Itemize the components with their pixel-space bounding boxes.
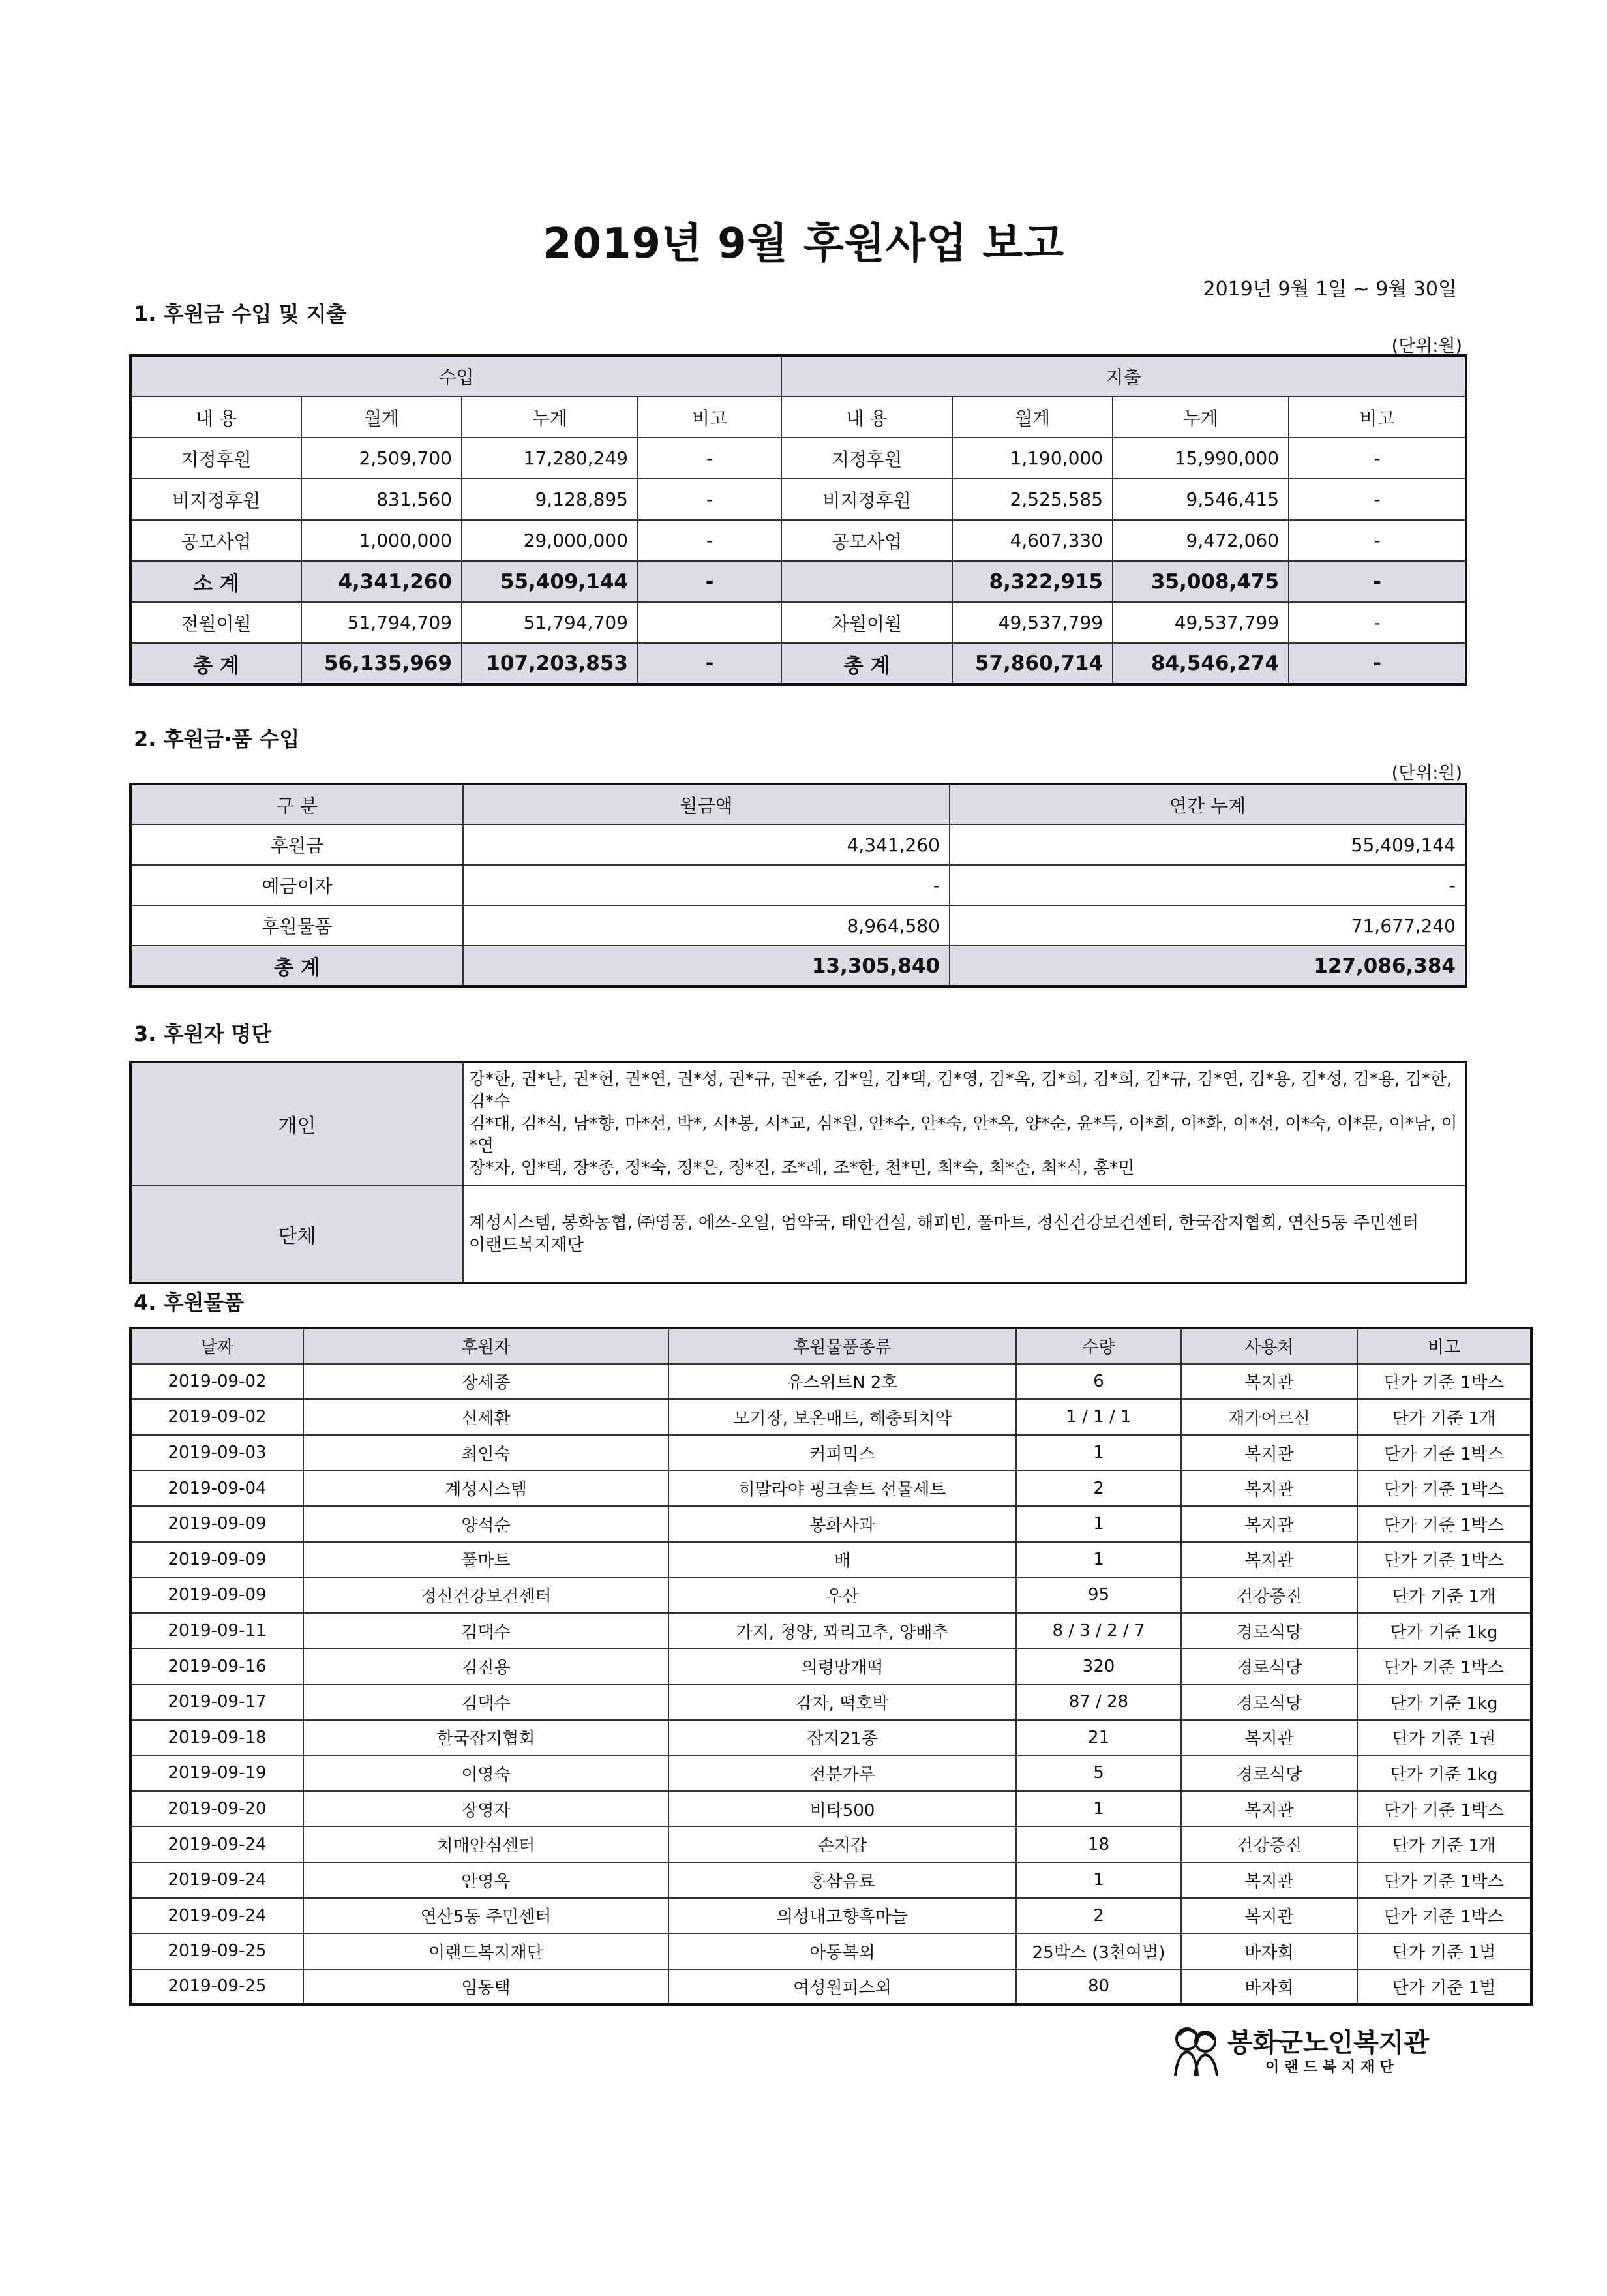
table-cell: 84,546,274 (1113, 643, 1289, 684)
table-row (130, 1364, 1531, 1400)
table-row (130, 1062, 1466, 1185)
table-cell: 87 / 28 (1016, 1684, 1181, 1720)
column-header: 비고 (1289, 397, 1466, 438)
table-cell: 전월이월 (130, 602, 301, 643)
table-cell: - (638, 479, 781, 520)
column-header: 비고 (638, 397, 781, 438)
table-cell: 경로식당 (1181, 1613, 1357, 1649)
table-cell: 차월이월 (781, 602, 952, 643)
table-row (130, 1542, 1531, 1578)
table-cell: 2019-09-25 (130, 1933, 303, 1969)
table-cell: - (1289, 561, 1466, 602)
table-cell: 공모사업 (130, 520, 301, 561)
table-cell: 양석순 (303, 1506, 668, 1542)
table-cell: 단가 기준 1박스 (1357, 1506, 1531, 1542)
unit-note-1: (단위:원) (1391, 336, 1462, 356)
table-cell: 치매안심센터 (303, 1826, 668, 1862)
table-cell: 배 (668, 1542, 1016, 1578)
table-cell: 복지관 (1181, 1470, 1357, 1506)
table-cell: 2,509,700 (301, 438, 462, 479)
table-cell: 단가 기준 1박스 (1357, 1898, 1531, 1934)
table-cell: 1,000,000 (301, 520, 462, 561)
column-header: 월계 (301, 397, 462, 438)
table-cell: 95 (1016, 1577, 1181, 1613)
table-cell: 57,860,714 (952, 643, 1113, 684)
table-row (130, 1969, 1531, 2005)
table-cell: 4,341,260 (463, 824, 950, 865)
column-header: 월금액 (463, 784, 950, 824)
table-cell: 51,794,709 (301, 602, 462, 643)
table-cell: - (1289, 479, 1466, 520)
unit-note-2: (단위:원) (1391, 763, 1462, 783)
subtotal-row (130, 561, 1466, 602)
logo-name: 봉화군노인복지관 (1227, 2028, 1430, 2058)
section-3-heading: 3. 후원자 명단 (134, 1021, 272, 1046)
table-cell: 여성원피스외 (668, 1969, 1016, 2005)
table-cell: 8 / 3 / 2 / 7 (1016, 1613, 1181, 1649)
table-cell: 2019-09-19 (130, 1755, 303, 1791)
table-cell: 15,990,000 (1113, 438, 1289, 479)
table-cell: 신세환 (303, 1399, 668, 1435)
table-cell (781, 561, 952, 602)
table-cell: 1 / 1 / 1 (1016, 1399, 1181, 1435)
column-header: 내 용 (781, 397, 952, 438)
table-row (130, 905, 1466, 946)
column-header: 후원자 (303, 1328, 668, 1364)
table-cell: 2019-09-18 (130, 1720, 303, 1756)
total-row (130, 946, 1466, 986)
table-cell: 복지관 (1181, 1542, 1357, 1578)
table-cell: 비타500 (668, 1791, 1016, 1827)
table-cell: 우산 (668, 1577, 1016, 1613)
table-cell: - (638, 520, 781, 561)
table-cell: 지정후원 (130, 438, 301, 479)
table-cell: - (638, 561, 781, 602)
section-1-heading: 1. 후원금 수입 및 지출 (134, 301, 347, 326)
table-cell: 2,525,585 (952, 479, 1113, 520)
table-cell: 단가 기준 1박스 (1357, 1862, 1531, 1898)
table-cell: 8,322,915 (952, 561, 1113, 602)
table-cell: 9,128,895 (462, 479, 638, 520)
table-cell: 1 (1016, 1542, 1181, 1578)
donated-goods-table (129, 1327, 1533, 2006)
table-cell: 계성시스템 (303, 1470, 668, 1506)
column-header: 누계 (1113, 397, 1289, 438)
donor-line: 장*자, 임*택, 장*종, 정*숙, 정*은, 정*진, 조*례, 조*한, 천*민, 최*숙, 최*순, 최*식, 홍*민 (469, 1158, 1135, 1178)
table-cell: 의령망개떡 (668, 1648, 1016, 1684)
table-cell: - (1289, 643, 1466, 684)
table-cell: 49,537,799 (1113, 602, 1289, 643)
column-header: 날짜 (130, 1328, 303, 1364)
table-cell: 소 계 (130, 561, 301, 602)
table-cell: 6 (1016, 1364, 1181, 1400)
table-cell: 단가 기준 1벌 (1357, 1933, 1531, 1969)
table-cell: 단가 기준 1박스 (1357, 1435, 1531, 1471)
table-cell: 55,409,144 (462, 561, 638, 602)
table-cell: 커피믹스 (668, 1435, 1016, 1471)
table-cell: 831,560 (301, 479, 462, 520)
donation-income-table (129, 783, 1467, 988)
table-cell: 유스위트N 2호 (668, 1364, 1016, 1400)
table-cell: 복지관 (1181, 1435, 1357, 1471)
table-cell: 총 계 (781, 643, 952, 684)
expense-header: 지출 (781, 355, 1466, 397)
table-cell: 35,008,475 (1113, 561, 1289, 602)
table-cell: 감자, 떡호박 (668, 1684, 1016, 1720)
table-cell: 후원물품 (130, 905, 463, 946)
table-row (130, 1470, 1531, 1506)
table-cell: 가지, 청양, 꽈리고추, 양배추 (668, 1613, 1016, 1649)
table-cell: 지정후원 (781, 438, 952, 479)
table-row (130, 1791, 1531, 1827)
table-cell: 56,135,969 (301, 643, 462, 684)
table-cell: 예금이자 (130, 865, 463, 905)
table-cell: 최인숙 (303, 1435, 668, 1471)
table-row (130, 1898, 1531, 1934)
column-header: 월계 (952, 397, 1113, 438)
table-cell: 2019-09-09 (130, 1542, 303, 1578)
elderly-couple-emblem-icon (1167, 2022, 1225, 2079)
table-cell: 홍삼음료 (668, 1862, 1016, 1898)
table-cell: 13,305,840 (463, 946, 950, 986)
table-cell: 바자회 (1181, 1969, 1357, 2005)
table-row (130, 1933, 1531, 1969)
table-cell: 2019-09-25 (130, 1969, 303, 2005)
table-cell: - (1289, 438, 1466, 479)
column-header: 연간 누계 (950, 784, 1466, 824)
table-cell: 후원금 (130, 824, 463, 865)
column-header: 누계 (462, 397, 638, 438)
table-row (130, 1826, 1531, 1862)
table-row (130, 1648, 1531, 1684)
table-cell: 2019-09-02 (130, 1364, 303, 1400)
table-cell: - (638, 643, 781, 684)
table-cell: 건강증진 (1181, 1826, 1357, 1862)
page-title: 2019년 9월 후원사업 보고 (542, 220, 1065, 268)
table-row (130, 1399, 1531, 1435)
income-header: 수입 (130, 355, 781, 397)
table-cell: 단가 기준 1개 (1357, 1826, 1531, 1862)
table-cell: 복지관 (1181, 1898, 1357, 1934)
individual-label: 개인 (130, 1062, 463, 1185)
table-cell: 건강증진 (1181, 1577, 1357, 1613)
table-cell: 복지관 (1181, 1862, 1357, 1898)
table-cell: 4,607,330 (952, 520, 1113, 561)
table-cell: 29,000,000 (462, 520, 638, 561)
table-cell: 17,280,249 (462, 438, 638, 479)
table-cell: 단가 기준 1개 (1357, 1399, 1531, 1435)
table-row (130, 1435, 1531, 1471)
table-cell: 2019-09-11 (130, 1613, 303, 1649)
table-row (130, 1755, 1531, 1791)
table-cell: 의성내고향흑마늘 (668, 1898, 1016, 1934)
table-row (130, 865, 1466, 905)
table-cell: 단가 기준 1박스 (1357, 1791, 1531, 1827)
table-cell: - (950, 865, 1466, 905)
table-row (130, 1684, 1531, 1720)
table-cell: 21 (1016, 1720, 1181, 1756)
table-cell: 4,341,260 (301, 561, 462, 602)
table-cell: 안영옥 (303, 1862, 668, 1898)
donor-line: 계성시스템, 봉화농협, ㈜영풍, 에쓰-오일, 엄약국, 태안건설, 해피빈, 풀마트, 정신건강보건센터, 한국잡지협회, 연산5동 주민센터 (469, 1213, 1419, 1233)
table-cell: - (463, 865, 950, 905)
table-cell: - (638, 438, 781, 479)
table-cell: 51,794,709 (462, 602, 638, 643)
table-cell: 107,203,853 (462, 643, 638, 684)
table-cell: 단가 기준 1kg (1357, 1755, 1531, 1791)
table-cell: 2019-09-03 (130, 1435, 303, 1471)
table-cell: 1 (1016, 1791, 1181, 1827)
table-cell: 복지관 (1181, 1506, 1357, 1542)
table-cell: 복지관 (1181, 1720, 1357, 1756)
table-row (130, 1613, 1531, 1649)
table-cell: 2019-09-24 (130, 1862, 303, 1898)
table-cell: 봉화사과 (668, 1506, 1016, 1542)
table-cell: 손지갑 (668, 1826, 1016, 1862)
table-cell: 아동복외 (668, 1933, 1016, 1969)
table-row (130, 479, 1466, 520)
table-cell: 한국잡지협회 (303, 1720, 668, 1756)
table-cell: 장영자 (303, 1791, 668, 1827)
table-cell: 단가 기준 1박스 (1357, 1542, 1531, 1578)
table-cell: 1,190,000 (952, 438, 1113, 479)
table-cell: 총 계 (130, 643, 301, 684)
table-cell: 2019-09-02 (130, 1399, 303, 1435)
table-cell: 장세종 (303, 1364, 668, 1400)
table-row (130, 520, 1466, 561)
report-period: 2019년 9월 1일 ~ 9월 30일 (1203, 278, 1457, 301)
table-cell: 2 (1016, 1898, 1181, 1934)
table-cell: 재가어르신 (1181, 1399, 1357, 1435)
table-cell: 이랜드복지재단 (303, 1933, 668, 1969)
table-cell: 김진용 (303, 1648, 668, 1684)
table-cell: 2019-09-16 (130, 1648, 303, 1684)
table-cell: 320 (1016, 1648, 1181, 1684)
table-cell: 2019-09-24 (130, 1826, 303, 1862)
column-header: 사용처 (1181, 1328, 1357, 1364)
table-cell: - (1289, 602, 1466, 643)
table-cell: 25박스 (3천여벌) (1016, 1933, 1181, 1969)
table-cell: 단가 기준 1박스 (1357, 1470, 1531, 1506)
table-cell: 9,472,060 (1113, 520, 1289, 561)
logo-subtitle: 이랜드복지재단 (1265, 2059, 1399, 2076)
table-row (130, 1862, 1531, 1898)
income-expense-table (129, 354, 1467, 686)
table-row (130, 1720, 1531, 1756)
table-cell: 5 (1016, 1755, 1181, 1791)
total-row (130, 643, 1466, 684)
table-cell: 단가 기준 1박스 (1357, 1364, 1531, 1400)
table-cell: 2019-09-09 (130, 1577, 303, 1613)
table-cell: 2019-09-24 (130, 1898, 303, 1934)
table-row (130, 602, 1466, 643)
donor-list-table (129, 1061, 1467, 1284)
table-cell: 1 (1016, 1506, 1181, 1542)
table-cell: 단가 기준 1벌 (1357, 1969, 1531, 2005)
group-label: 단체 (130, 1185, 463, 1283)
table-row (130, 1577, 1531, 1613)
column-header: 내 용 (130, 397, 301, 438)
table-cell: 경로식당 (1181, 1648, 1357, 1684)
table-cell: - (1289, 520, 1466, 561)
column-header: 비고 (1357, 1328, 1531, 1364)
table-row (130, 438, 1466, 479)
table-cell: 바자회 (1181, 1933, 1357, 1969)
table-cell: 비지정후원 (130, 479, 301, 520)
table-cell: 2 (1016, 1470, 1181, 1506)
table-cell: 1 (1016, 1862, 1181, 1898)
donor-line: 강*한, 권*난, 권*헌, 권*연, 권*성, 권*규, 권*준, 김*일, 김*택, 김*영, 김*옥, 김*희, 김*희, 김*규, 김*연, 김*용, 김*성, 김*용, 김*한, 김*수 (469, 1070, 1452, 1111)
table-cell: 비지정후원 (781, 479, 952, 520)
table-cell: 2019-09-09 (130, 1506, 303, 1542)
table-cell: 히말라야 핑크솔트 선물세트 (668, 1470, 1016, 1506)
table-cell: 55,409,144 (950, 824, 1466, 865)
table-cell: 127,086,384 (950, 946, 1466, 986)
organization-logo (1167, 2022, 1461, 2081)
table-cell: 공모사업 (781, 520, 952, 561)
table-cell: 단가 기준 1권 (1357, 1720, 1531, 1756)
column-header: 수량 (1016, 1328, 1181, 1364)
table-cell: 8,964,580 (463, 905, 950, 946)
column-header: 구 분 (130, 784, 463, 824)
table-cell: 전분가루 (668, 1755, 1016, 1791)
table-cell: 18 (1016, 1826, 1181, 1862)
table-cell: 총 계 (130, 946, 463, 986)
table-row (130, 824, 1466, 865)
table-cell (638, 602, 781, 643)
table-cell: 임동택 (303, 1969, 668, 2005)
table-cell: 단가 기준 1개 (1357, 1577, 1531, 1613)
table-cell: 1 (1016, 1435, 1181, 1471)
table-cell: 단가 기준 1kg (1357, 1684, 1531, 1720)
table-row (130, 1506, 1531, 1542)
table-cell: 경로식당 (1181, 1755, 1357, 1791)
individual-donors (463, 1062, 1466, 1185)
section-4-heading: 4. 후원물품 (134, 1290, 245, 1315)
table-cell: 잡지21종 (668, 1720, 1016, 1756)
table-cell: 정신건강보건센터 (303, 1577, 668, 1613)
donor-line: 김*대, 김*식, 남*향, 마*선, 박*, 서*봉, 서*교, 심*원, 안*수, 안*숙, 안*옥, 양*순, 윤*득, 이*희, 이*화, 이*선, 이*숙, 이*문, 이*남, 이*연 (469, 1114, 1458, 1156)
table-cell: 2019-09-20 (130, 1791, 303, 1827)
section-2-heading: 2. 후원금·품 수입 (134, 727, 300, 751)
table-cell: 9,546,415 (1113, 479, 1289, 520)
table-cell: 경로식당 (1181, 1684, 1357, 1720)
column-header: 후원물품종류 (668, 1328, 1016, 1364)
table-cell: 김택수 (303, 1613, 668, 1649)
table-cell: 49,537,799 (952, 602, 1113, 643)
table-row (130, 1185, 1466, 1283)
table-cell: 연산5동 주민센터 (303, 1898, 668, 1934)
table-cell: 단가 기준 1kg (1357, 1613, 1531, 1649)
table-cell: 복지관 (1181, 1791, 1357, 1827)
group-donors (463, 1185, 1466, 1283)
table-cell: 복지관 (1181, 1364, 1357, 1400)
table-cell: 2019-09-17 (130, 1684, 303, 1720)
table-cell: 풀마트 (303, 1542, 668, 1578)
table-cell: 71,677,240 (950, 905, 1466, 946)
table-cell: 이영숙 (303, 1755, 668, 1791)
table-cell: 80 (1016, 1969, 1181, 2005)
donor-line: 이랜드복지재단 (469, 1235, 584, 1255)
table-cell: 모기장, 보온매트, 해충퇴치약 (668, 1399, 1016, 1435)
table-cell: 2019-09-04 (130, 1470, 303, 1506)
table-cell: 김택수 (303, 1684, 668, 1720)
table-cell: 단가 기준 1박스 (1357, 1648, 1531, 1684)
